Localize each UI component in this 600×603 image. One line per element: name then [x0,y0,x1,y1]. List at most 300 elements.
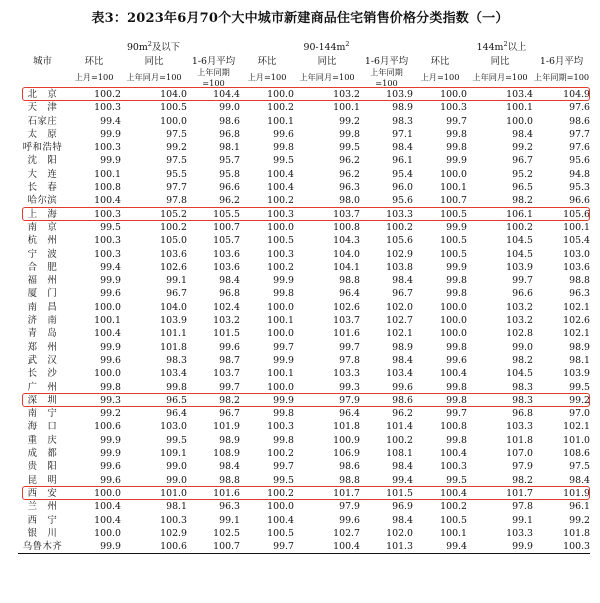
index-value: 101.0 [563,434,591,446]
index-value: 101.5 [213,328,240,340]
table-row [18,514,590,527]
index-value: 99.5 [339,142,360,154]
index-value: 103.3 [333,368,360,380]
index-value: 99.9 [67,540,121,554]
index-value: 100.2 [267,195,294,207]
price-index-table [18,32,590,554]
city-name: 大 连 [27,168,58,180]
index-value: 102.7 [386,315,413,327]
index-value: 100.3 [94,235,121,247]
index-value: 96.3 [339,182,360,194]
index-value: 100.8 [94,182,121,194]
index-value: 104.1 [333,261,360,273]
index-value: 99.7 [339,341,360,353]
index-value: 104.5 [506,368,533,380]
index-value: 97.9 [339,501,360,513]
index-value: 100.0 [94,301,121,313]
city-name: 武 汉 [27,354,58,366]
index-value: 98.9 [569,341,591,353]
index-value: 103.2 [333,89,360,100]
index-value: 100.0 [267,501,294,513]
index-value: 103.2 [506,301,533,313]
index-value: 102.1 [563,421,591,433]
index-value: 98.2 [512,474,533,486]
index-value: 99.9 [100,448,121,460]
base-label: 上年同月=100 [299,72,355,82]
index-value: 102.1 [386,328,413,340]
index-value: 97.5 [166,155,187,167]
city-name: 厦 门 [27,288,58,300]
index-value: 99.1 [512,514,533,526]
index-value: 99.9 [100,341,121,353]
index-value: 102.7 [333,527,360,539]
index-value: 101.7 [333,487,360,499]
index-value: 98.4 [512,128,533,140]
index-value: 100.0 [440,168,467,180]
index-value: 103.4 [386,368,413,380]
table-row [18,447,590,460]
index-value: 96.6 [569,195,591,207]
index-value: 100.2 [160,221,187,233]
index-value: 97.8 [512,501,533,513]
index-value: 100.1 [267,315,294,327]
index-value: 99.5 [273,155,294,167]
index-value: 101.1 [160,328,187,340]
index-value: 96.5 [166,394,187,406]
index-value: 101.8 [160,341,187,353]
index-value: 96.3 [219,501,240,513]
index-value: 108.6 [563,448,591,460]
index-value: 103.9 [160,315,187,327]
index-value: 98.9 [219,434,240,446]
table-row [18,381,590,394]
index-value: 96.7 [166,288,187,300]
index-value: 98.2 [219,394,240,406]
index-value: 99.4 [100,115,121,127]
index-value: 99.9 [100,155,121,167]
index-value: 99.6 [273,128,294,140]
index-value: 100.1 [440,182,467,194]
index-value: 106.1 [506,208,533,220]
index-value: 99.9 [273,354,294,366]
index-value: 102.1 [563,328,591,340]
index-value: 100.0 [267,381,294,393]
index-value: 95.2 [512,168,533,180]
index-value: 102.6 [160,261,187,273]
index-value: 99.6 [100,474,121,486]
index-value: 103.4 [506,89,533,100]
index-value: 98.8 [569,275,591,287]
index-value: 105.5 [213,208,240,220]
index-value: 105.4 [563,235,591,247]
index-value: 100.0 [160,115,187,127]
index-value: 100.0 [267,221,294,233]
index-value: 101.9 [213,421,240,433]
index-value: 99.8 [446,142,467,154]
table-row [18,540,590,554]
index-value: 99.7 [273,341,294,353]
index-value: 99.8 [273,408,294,420]
index-value: 99.7 [240,540,294,554]
index-value: 99.2 [512,142,533,154]
index-value: 100.2 [94,89,121,100]
index-value: 97.7 [569,128,591,140]
index-value: 97.5 [569,461,591,473]
index-value: 99.6 [100,288,121,300]
index-value: 98.1 [219,142,240,154]
index-value: 103.3 [506,527,533,539]
table-row [18,367,590,380]
index-value: 100.1 [333,102,360,114]
index-value: 104.0 [160,89,187,100]
city-name: 天 津 [27,102,58,114]
index-value: 99.8 [446,394,467,406]
index-value: 100.5 [440,235,467,247]
index-value: 95.4 [392,168,413,180]
index-value: 100.2 [267,261,294,273]
table-row [18,327,590,340]
city-name: 北 京 [27,89,58,100]
index-value: 97.8 [166,195,187,207]
index-value: 100.1 [94,168,121,180]
index-value: 99.9 [100,128,121,140]
index-value: 100.0 [94,368,121,380]
index-value: 104.4 [213,89,240,100]
city-name: 海 口 [27,421,58,433]
subhead-yoy: 同比 [490,56,510,67]
index-value: 99.9 [446,221,467,233]
index-value: 99.6 [100,354,121,366]
index-value: 96.2 [339,168,360,180]
index-value: 109.1 [160,448,187,460]
index-value: 100.3 [94,208,121,220]
index-value: 98.7 [219,354,240,366]
city-name: 哈尔滨 [27,195,58,207]
city-name: 南 宁 [27,408,58,420]
index-value: 103.9 [386,89,413,100]
index-value: 100.3 [160,514,187,526]
index-value: 96.1 [392,155,413,167]
index-value: 101.0 [160,487,187,499]
index-value: 105.0 [160,235,187,247]
table-row [18,128,590,141]
index-value: 106.9 [333,448,360,460]
index-value: 97.8 [339,354,360,366]
index-value: 99.6 [392,381,413,393]
table-row [18,487,590,500]
index-value: 100.5 [160,102,187,114]
index-value: 103.3 [386,208,413,220]
index-value: 100.4 [94,514,121,526]
city-name: 石家庄 [27,115,58,127]
index-value: 99.2 [339,115,360,127]
index-value: 99.8 [100,381,121,393]
index-value: 102.0 [386,301,413,313]
index-value: 100.5 [440,248,467,260]
index-value: 100.4 [267,182,294,194]
subhead-avg: 1-6月平均 [364,56,409,67]
index-value: 103.3 [506,421,533,433]
index-value: 95.6 [569,155,591,167]
index-value: 99.9 [100,275,121,287]
index-value: 100.0 [267,301,294,313]
city-name: 西 宁 [27,514,58,526]
index-value: 99.8 [273,288,294,300]
index-value: 95.8 [219,168,240,180]
index-value: 99.9 [273,394,294,406]
table-row [18,314,590,327]
index-value: 103.9 [563,368,591,380]
index-value: 98.3 [166,354,187,366]
subhead-mom: 环比 [430,56,450,67]
group-header-large: $144m^2$以上 [476,39,527,53]
index-value: 99.8 [446,128,467,140]
city-name: 沈 阳 [27,155,58,167]
index-value: 104.0 [160,301,187,313]
city-name: 长 沙 [27,368,58,380]
index-value: 95.3 [569,182,591,194]
index-value: 99.6 [446,354,467,366]
index-value: 99.0 [512,341,533,353]
index-value: 108.1 [386,448,413,460]
index-value: 100.3 [267,421,294,433]
index-value: 105.2 [160,208,187,220]
city-name: 南 昌 [27,301,58,313]
index-value: 96.7 [392,288,413,300]
city-name: 郑 州 [27,341,58,353]
index-value: 99.5 [273,474,294,486]
index-value: 96.3 [569,288,591,300]
index-value: 101.8 [563,527,591,539]
index-value: 98.2 [512,195,533,207]
index-value: 97.1 [392,128,413,140]
index-value: 100.4 [440,368,467,380]
index-value: 100.3 [94,248,121,260]
index-value: 100.5 [440,514,467,526]
table-row [18,88,590,101]
index-value: 100.4 [440,448,467,460]
index-value: 100.3 [440,461,467,473]
index-value: 97.7 [166,182,187,194]
index-value: 100.0 [440,315,467,327]
base-label: 上月=100 [420,72,460,82]
index-value: 96.7 [219,408,240,420]
index-value: 100.3 [94,142,121,154]
index-value: 100.5 [440,208,467,220]
index-value: 98.6 [569,115,591,127]
table-row [18,194,590,207]
base-label: 上月=100 [247,72,287,82]
index-value: 99.7 [219,381,240,393]
city-name: 银 川 [27,527,58,539]
city-name: 济 南 [27,315,58,327]
index-value: 108.9 [213,448,240,460]
city-name: 西 安 [27,487,58,499]
index-value: 98.4 [392,275,413,287]
index-value: 105.6 [386,235,413,247]
index-value: 99.4 [100,261,121,273]
index-value: 100.1 [94,315,121,327]
index-value: 103.8 [386,261,413,273]
index-value: 102.0 [386,527,413,539]
index-value: 102.6 [333,301,360,313]
index-value: 104.3 [333,235,360,247]
city-column-header: 城市 [33,56,52,67]
index-value: 98.0 [339,195,360,207]
index-value: 98.1 [569,354,591,366]
index-value: 96.8 [219,128,240,140]
index-value: 101.9 [563,487,591,499]
index-value: 100.2 [506,221,533,233]
index-value: 100.2 [267,487,294,499]
index-value: 100.4 [94,328,121,340]
index-value: 100.0 [506,115,533,127]
table-row [18,141,590,154]
city-name: 成 都 [27,448,58,460]
index-value: 99.7 [273,461,294,473]
index-value: 99.9 [446,261,467,273]
index-value: 103.6 [213,248,240,260]
index-value: 100.4 [440,487,467,499]
index-value: 100.4 [294,540,360,554]
table-row [18,248,590,261]
index-value: 99.5 [100,221,121,233]
index-value: 99.1 [219,514,240,526]
table-row [18,420,590,433]
index-value: 99.9 [273,275,294,287]
base-label: 上年同月=100 [472,72,528,82]
index-value: 96.2 [219,195,240,207]
table-title: 表3：2023年6月70个大中城市新建商品住宅销售价格分类指数（一） [91,11,509,26]
index-value: 96.4 [339,408,360,420]
index-value: 102.9 [160,527,187,539]
index-value: 100.2 [386,434,413,446]
group-header-medium: $90-144m^2$ [303,39,350,53]
index-value: 103.7 [333,208,360,220]
index-value: 96.9 [392,501,413,513]
index-value: 99.4 [392,474,413,486]
index-value: 100.6 [94,421,121,433]
table-row [18,168,590,181]
index-value: 97.9 [339,394,360,406]
index-value: 99.0 [166,461,187,473]
city-name: 深 圳 [27,394,58,406]
index-value: 102.6 [563,315,591,327]
index-value: 100.3 [267,208,294,220]
table-row [18,287,590,300]
table-row [18,221,590,234]
index-value: 98.8 [339,275,360,287]
index-value: 102.5 [213,527,240,539]
index-value: 100.3 [440,102,467,114]
subhead-mom: 环比 [257,56,277,67]
city-name: 太 原 [27,128,58,140]
index-value: 101.6 [213,487,240,499]
index-value: 100.1 [267,368,294,380]
index-value: 102.8 [506,328,533,340]
index-value: 100.5 [267,527,294,539]
index-value: 100.7 [213,221,240,233]
table-row [18,261,590,274]
index-value: 98.3 [512,394,533,406]
city-name: 长 春 [27,182,58,194]
index-value: 97.9 [512,461,533,473]
index-value: 96.6 [219,182,240,194]
index-value: 100.2 [267,448,294,460]
index-value: 96.5 [512,182,533,194]
index-value: 96.1 [569,501,591,513]
city-name: 昆 明 [27,474,58,486]
subhead-avg: 1-6月平均 [191,56,236,67]
index-value: 98.4 [392,354,413,366]
index-value: 98.1 [166,501,187,513]
index-value: 103.6 [213,261,240,273]
index-value: 100.0 [440,89,467,100]
base-label: 上年同月=100 [126,72,182,82]
index-value: 100.0 [440,328,467,340]
base-label: 上年同期=100 [533,72,590,82]
city-name: 乌鲁木齐 [18,540,67,554]
city-name: 重 庆 [27,434,58,446]
index-value: 99.4 [413,540,467,554]
city-name: 福 州 [27,275,58,287]
index-value: 103.7 [213,368,240,380]
city-name: 兰 州 [27,501,58,513]
city-name: 贵 阳 [27,461,58,473]
index-value: 100.3 [267,248,294,260]
index-value: 100.6 [121,540,187,554]
index-value: 99.8 [273,142,294,154]
index-value: 99.8 [446,288,467,300]
index-value: 98.9 [392,341,413,353]
table-row [18,460,590,473]
table-row [18,407,590,420]
index-value: 96.2 [392,408,413,420]
index-value: 101.3 [360,540,413,554]
index-value: 98.8 [219,474,240,486]
index-value: 98.6 [339,461,360,473]
index-value: 96.8 [219,288,240,300]
index-value: 101.5 [386,487,413,499]
index-value: 100.4 [94,195,121,207]
index-value: 104.5 [506,248,533,260]
table-row [18,474,590,487]
index-value: 99.5 [569,381,591,393]
index-value: 98.9 [392,102,413,114]
index-value: 96.0 [392,182,413,194]
city-name: 呼和浩特 [22,142,63,154]
index-value: 99.8 [273,434,294,446]
index-value: 100.1 [563,221,591,233]
index-value: 100.0 [440,301,467,313]
index-value: 100.0 [267,328,294,340]
index-value: 101.7 [506,487,533,499]
subhead-yoy: 同比 [317,56,337,67]
index-value: 96.7 [512,155,533,167]
index-value: 99.3 [100,394,121,406]
index-value: 99.3 [339,381,360,393]
index-value: 98.2 [512,354,533,366]
index-value: 103.2 [506,315,533,327]
index-value: 99.7 [446,408,467,420]
index-value: 99.5 [446,474,467,486]
index-value: 98.4 [219,275,240,287]
index-value: 101.6 [333,328,360,340]
index-value: 103.0 [160,421,187,433]
city-name: 南 京 [27,221,58,233]
index-value: 97.5 [166,128,187,140]
base-label: 上年同期=100 [370,67,403,88]
